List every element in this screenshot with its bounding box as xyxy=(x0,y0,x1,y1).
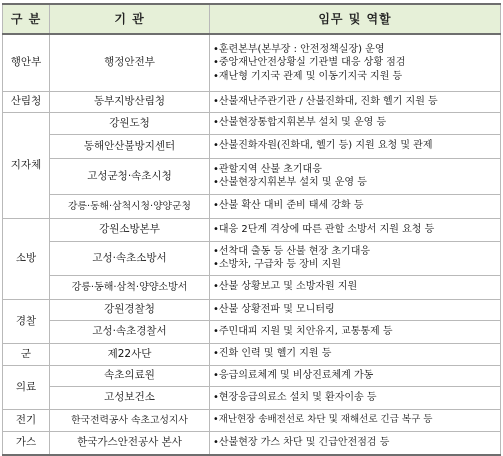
agency-cell: 강원경찰청 xyxy=(50,299,210,320)
duties-cell xyxy=(210,365,501,386)
header-duties: 임무 및 역할 xyxy=(210,4,501,34)
duties-cell xyxy=(210,275,501,299)
header-category: 구 분 xyxy=(3,4,50,34)
agency-cell: 속초의료원 xyxy=(50,365,210,386)
agency-cell: 행정안전부 xyxy=(50,34,210,91)
header-agency: 기 관 xyxy=(50,4,210,34)
duty-line: •산불 상황전파 및 모니터링 xyxy=(213,303,335,315)
category-cell: 의료 xyxy=(3,365,50,409)
duty-line: •산불현장 가스 차단 및 긴급안전점검 등 xyxy=(213,437,390,448)
duty-line: •산불재난주관기관 / 산불진화대, 진화 헬기 지원 등 xyxy=(213,95,438,107)
category-cell: 경찰 xyxy=(3,299,50,343)
agency-cell: 강릉·동해·삼척·양양소방서 xyxy=(50,275,210,299)
duties-cell xyxy=(210,320,501,343)
table-row xyxy=(3,386,501,409)
roles-table xyxy=(2,3,501,456)
duty-line: •진화 인력 및 헬기 지원 등 xyxy=(213,348,332,360)
duty-line: •재난형 기지국 관제 및 이동기지국 지원 등 xyxy=(213,70,403,82)
category-cell: 군 xyxy=(3,343,50,365)
table-row xyxy=(3,112,501,134)
duty-line: •응급의료체계 및 비상진료체계 가동 xyxy=(213,369,374,381)
duty-line: •산불진화자원(진화대, 헬기 등) 지원 요청 및 관제 xyxy=(213,140,433,152)
table-row xyxy=(3,158,501,194)
duty-line: •산불현장통합지휘본부 설치 및 운영 등 xyxy=(213,117,387,129)
duty-line: •선착대 출동 등 산불 현장 초기대응 xyxy=(213,245,371,257)
agency-cell: 강릉·동해·삼척시청·양양군청 xyxy=(50,194,210,218)
duty-line: •재난현장 송배전선로 차단 및 재해선로 긴급 복구 등 xyxy=(213,414,433,426)
category-cell: 가스 xyxy=(3,431,50,455)
agency-cell: 고성·속초경찰서 xyxy=(50,320,210,343)
agency-cell: 한국전력공사 속초고성지사 xyxy=(50,409,210,431)
table-header-row xyxy=(3,4,501,34)
duties-cell xyxy=(210,241,501,275)
table-row xyxy=(3,91,501,112)
agency-cell: 고성보건소 xyxy=(50,386,210,409)
table-row xyxy=(3,194,501,218)
duties-cell xyxy=(210,409,501,431)
duties-cell xyxy=(210,158,501,194)
duties-cell xyxy=(210,34,501,91)
duty-line: •산불 상황보고 및 소방자원 지원 xyxy=(213,281,358,293)
table-row xyxy=(3,320,501,343)
table-row xyxy=(3,343,501,365)
duty-line: •산불현장지휘본부 설치 및 운영 등 xyxy=(213,177,367,188)
table-row xyxy=(3,34,501,91)
duty-line: •주민대피 지원 및 치안유지, 교통통제 등 xyxy=(213,325,393,337)
table-row xyxy=(3,299,501,320)
table-row xyxy=(3,275,501,299)
category-cell: 소방 xyxy=(3,218,50,299)
table-row xyxy=(3,218,501,241)
agency-cell: 제22사단 xyxy=(50,343,210,365)
duty-line: •대응 2단계 격상에 따른 관할 소방서 지원 요청 등 xyxy=(213,223,435,235)
agency-cell: 동부지방산림청 xyxy=(50,91,210,112)
duty-line: •현장응급의료소 설치 및 환자이송 등 xyxy=(213,391,377,403)
duty-line: •산불 확산 대비 준비 태세 강화 등 xyxy=(213,200,364,212)
table-row xyxy=(3,409,501,431)
category-cell: 전기 xyxy=(3,409,50,431)
agency-cell: 강원소방본부 xyxy=(50,218,210,241)
duties-cell xyxy=(210,194,501,218)
agency-cell: 고성·속초소방서 xyxy=(50,241,210,275)
duties-cell xyxy=(210,218,501,241)
agency-cell: 고성군청·속초시청 xyxy=(50,158,210,194)
agency-cell: 한국가스안전공사 본사 xyxy=(50,431,210,455)
duties-cell xyxy=(210,112,501,134)
category-cell: 산림청 xyxy=(3,91,50,112)
table-row xyxy=(3,241,501,275)
duties-cell xyxy=(210,299,501,320)
table-row xyxy=(3,431,501,455)
duty-line: •중앙재난안전상황실 기관별 대응 상황 점검 xyxy=(213,57,406,68)
table-row xyxy=(3,134,501,158)
duties-cell xyxy=(210,431,501,455)
duties-cell xyxy=(210,386,501,409)
duty-line: •관할지역 산불 초기대응 xyxy=(213,163,322,175)
category-cell: 지자체 xyxy=(3,112,50,218)
duties-cell xyxy=(210,134,501,158)
agency-cell: 동해안산불방지센터 xyxy=(50,134,210,158)
duties-cell xyxy=(210,91,501,112)
duty-line: •소방차, 구급차 등 장비 지원 xyxy=(213,259,342,270)
duty-line: •훈련본부(본부장 : 안전정책실장) 운영 xyxy=(213,43,385,55)
agency-cell: 강원도청 xyxy=(50,112,210,134)
table-row xyxy=(3,365,501,386)
duties-cell xyxy=(210,343,501,365)
category-cell: 행안부 xyxy=(3,34,50,91)
